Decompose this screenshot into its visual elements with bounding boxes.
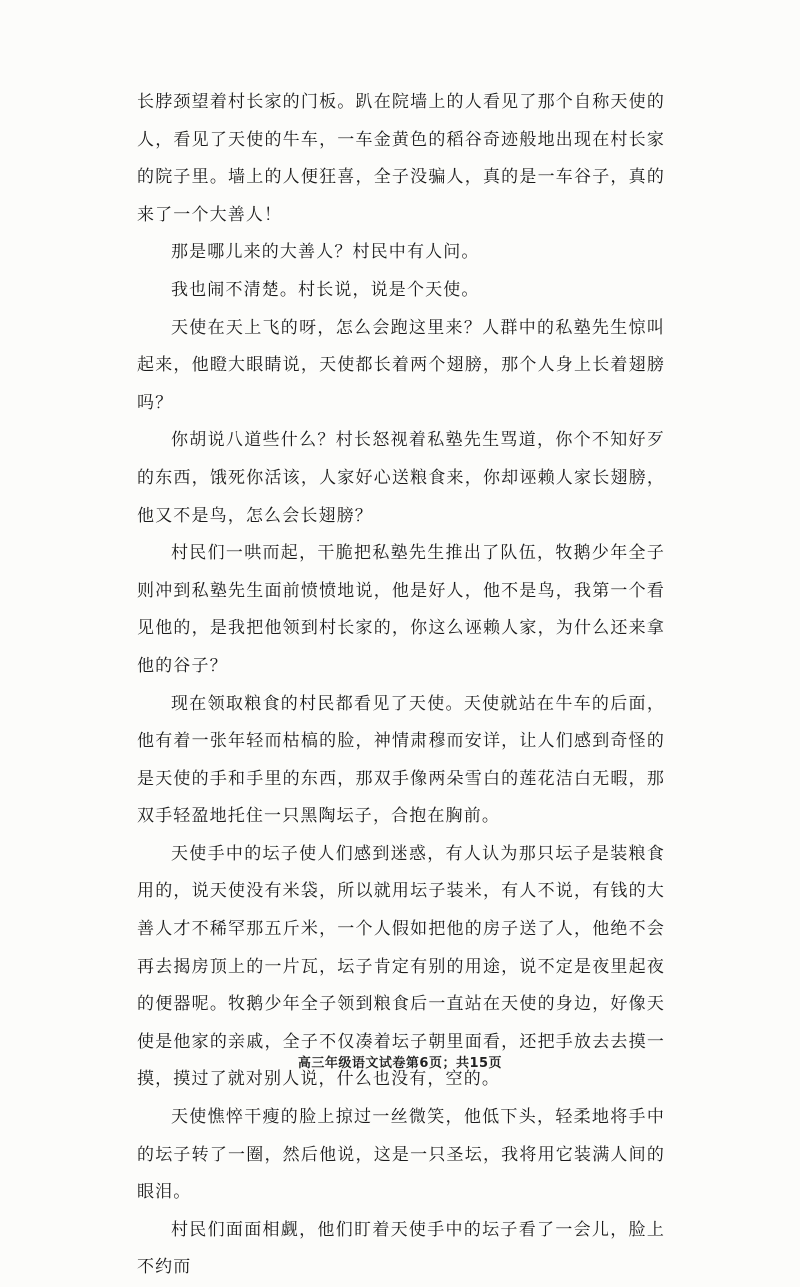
paragraph: 现在领取粮食的村民都看见了天使。天使就站在牛车的后面，他有着一张年轻而枯槁的脸，神情肃穆而安详，让人们感到奇怪的是天使的手和手里的东西，那双手像两朵雪白的莲花洁白无暇，那双手轻盈地托住一只黑陶坛子，合抱在胸前。 xyxy=(137,693,665,827)
paragraph-continued: 长脖颈望着村长家的门板。趴在院墙上的人看见了那个自称天使的人，看见了天使的牛车，一车金黄色的稻谷奇迹般地出现在村长家的院子里。墙上的人便狂喜，全子没骗人，真的是一车谷子，真的来了一个大善人！ xyxy=(137,92,665,225)
paragraph: 天使手中的坛子使人们感到迷惑，有人认为那只坛子是装粮食用的，说天使没有米袋，所以就用坛子装米，有人不说，有钱的大善人才不稀罕那五斤米，一个人假如把他的房子送了人，他绝不会再去揭房顶上的一片瓦，坛子肯定有别的用途，说不定是夜里起夜的便器呢。牧鹅少年全子领到粮食后一直站在天使的身边，好像天使是他家的亲戚，全子不仅凑着坛子朝里面看，还把手放去去摸一摸，摸过了就对别人说，什么也没有，空的。 xyxy=(137,843,665,1090)
paragraph: 那是哪儿来的大善人？村民中有人问。 xyxy=(171,242,480,263)
paragraph: 天使在天上飞的呀，怎么会跑这里来？人群中的私塾先生惊叫起来，他瞪大眼睛说，天使都长着两个翅膀，那个人身上长着翅膀吗？ xyxy=(137,317,665,413)
story-body xyxy=(137,84,665,1287)
paragraph: 村民们一哄而起，干脆把私塾先生推出了队伍，牧鹅少年全子则冲到私塾先生面前愤愤地说，他是好人，他不是鸟，我第一个看见他的，是我把他领到村长家的，你这么诬赖人家，为什么还来拿他的谷子？ xyxy=(137,543,665,676)
paragraph: 你胡说八道些什么？村长怒视着私塾先生骂道，你个不知好歹的东西，饿死你活该，人家好心送粮食来，你却诬赖人家长翅膀，他又不是鸟，怎么会长翅膀？ xyxy=(137,430,665,526)
paragraph: 村民们面面相觑，他们盯着天使手中的坛子看了一会儿，脸上不约而 xyxy=(137,1219,665,1278)
page-footer: 高三年级语文试卷第6页；共15页 xyxy=(297,1056,503,1071)
paragraph: 我也闹不清楚。村长说，说是个天使。 xyxy=(171,279,480,300)
paragraph: 天使憔悴干瘦的脸上掠过一丝微笑，他低下头，轻柔地将手中的坛子转了一圈，然后他说，这是一只圣坛，我将用它装满人间的眼泪。 xyxy=(137,1107,665,1203)
